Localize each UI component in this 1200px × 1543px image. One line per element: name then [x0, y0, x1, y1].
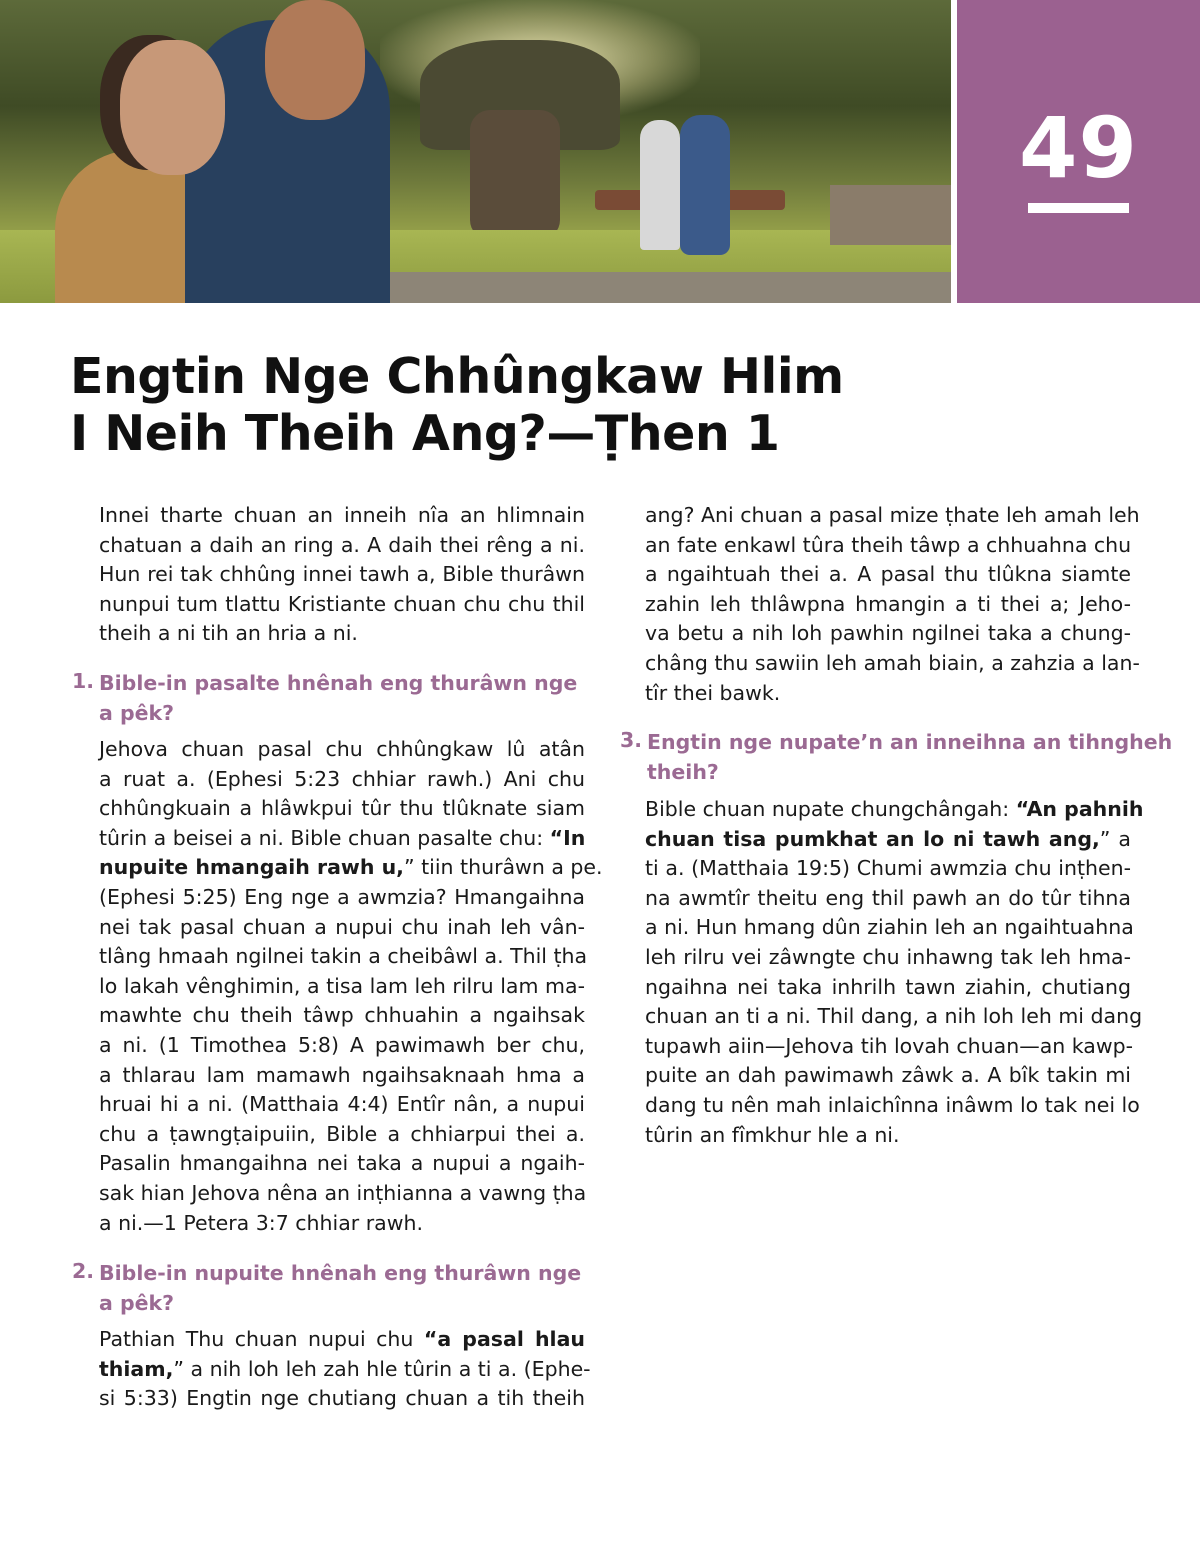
text-segment: na awmtîr theitu eng thil pawh an do tûr tihna: [645, 885, 1131, 910]
text-segment: (Ephesi 5:25) Eng nge a awmzia? Hmangaihna: [99, 884, 585, 909]
text-line: [99, 824, 585, 854]
text-segment: ngaihna nei taka inhrilh tawn ziahin, chutiang: [645, 974, 1131, 999]
text-segment: dang tu nên mah inlaichînna inâwm lo tak nei lo: [645, 1092, 1140, 1117]
question-text-line: theih?: [647, 759, 719, 784]
text-line: [99, 735, 585, 765]
text-segment: nei tak pasal chuan a nupui chu inah leh vân-: [99, 914, 585, 939]
bold-quote: “a pasal hlau: [423, 1327, 585, 1351]
text-line: [645, 913, 1134, 943]
question-text-line: a pêk?: [99, 1290, 175, 1315]
question-number: 3.: [620, 728, 643, 752]
text-line: [645, 590, 1131, 620]
text-segment: a ruat a. (Ephesi 5:23 chhiar rawh.) Ani chu: [99, 766, 585, 791]
text-line: [99, 765, 585, 795]
text-segment: ang? Ani chuan a pasal mize ṭhate leh amah leh: [645, 503, 1140, 527]
text-segment: chhûngkuain a hlâwkpui tûr thu tlûknate siam: [99, 796, 585, 821]
bold-quote: thiam,: [99, 1356, 174, 1381]
text-segment: an fate enkawl tûra theih tâwp a chhuahna chu: [645, 532, 1132, 557]
text-line: [645, 501, 1140, 531]
text-segment: tûrin a beisei a ni. Bible chuan pasalte chu:: [99, 825, 550, 850]
text-segment: ti a. (Matthaia 19:5) Chumi awmzia chu inṭhen-: [645, 856, 1131, 881]
text-line: [645, 1061, 1131, 1091]
text-segment: puite an dah pawimawh zâwk a. A bîk takin mi: [645, 1063, 1131, 1088]
text-segment: Hun rei tak chhûng innei tawh a, Bible thurâwn: [99, 562, 585, 587]
text-line: [99, 972, 585, 1002]
text-segment: si 5:33) Engtin nge chutiang chuan a tih theih: [99, 1386, 585, 1411]
text-segment: a thlarau lam mamawh ngaihsaknaah hma a: [99, 1062, 585, 1087]
text-segment: lo lakah vênghimin, a tisa lam leh rilru lam ma-: [99, 973, 585, 998]
text-segment: hruai hi a ni. (Matthaia 4:4) Entîr nân, a nupui: [99, 1092, 585, 1117]
text-line: [99, 590, 585, 620]
text-line: [99, 531, 585, 561]
bold-quote: “An pahnih: [1015, 797, 1144, 821]
text-segment: Jehova chuan pasal chu chhûngkaw lû atân: [99, 737, 585, 761]
text-segment: Pasalin hmangaihna nei taka a nupui a ngaih-: [99, 1151, 585, 1176]
question-text-line: Bible-in nupuite hnênah eng thurâwn nge: [99, 1261, 582, 1285]
text-segment: ” tiin thurâwn a pe.: [403, 855, 603, 880]
text-segment: a ngaihtuah thei a. A pasal thu tlûkna siamte: [645, 562, 1131, 587]
text-line: [99, 1031, 585, 1061]
text-segment: a ni. Hun hmang dûn ziahin leh an ngaihtuahna: [645, 915, 1134, 940]
text-line: [645, 531, 1131, 561]
text-line: [645, 679, 1131, 709]
text-segment: châng thu sawiin leh amah biain, a zahzia a lan-: [645, 650, 1140, 675]
bold-quote: “In: [549, 825, 586, 850]
text-line: [99, 560, 585, 590]
text-segment: sak hian Jehova nêna an inṭhianna a vawng ṭha: [99, 1180, 587, 1205]
text-line: [645, 1091, 1140, 1121]
text-segment: theih a ni tih an hria a ni.: [99, 621, 358, 646]
chapter-number: 49: [1019, 99, 1138, 197]
text-segment: a ni.—1 Petera 3:7 chhiar rawh.: [99, 1210, 423, 1235]
text-line: [99, 619, 585, 649]
text-line: [99, 1061, 585, 1091]
answer-1-paragraph: [99, 735, 603, 1238]
text-segment: tupawh aiin—Jehova tih lovah chuan—an kawp-: [645, 1033, 1134, 1058]
intro-paragraph: [99, 501, 585, 649]
text-line: [645, 1121, 1131, 1151]
text-segment: zahin leh thlâwpna hmangin a ti thei a; Jeho-: [645, 591, 1131, 616]
text-line: [645, 560, 1131, 590]
question-number: 1.: [72, 669, 95, 693]
text-segment: tûrin an fîmkhur hle a ni.: [645, 1122, 900, 1147]
text-line: [99, 1325, 585, 1355]
text-line: [645, 795, 1144, 825]
text-line: [99, 1001, 585, 1031]
text-segment: ” a: [1099, 826, 1131, 851]
text-line: [645, 1002, 1143, 1032]
question-number: 2.: [72, 1259, 95, 1283]
header-photo-couples-in-park: [0, 0, 951, 303]
chapter-number-badge: [957, 0, 1200, 303]
text-line: [99, 1090, 585, 1120]
page-title-line-1: Engtin Nge Chhûngkaw Hlim: [70, 348, 844, 405]
text-line: [99, 1149, 585, 1179]
text-line: [645, 649, 1140, 679]
page-title-line-2: I Neih Theih Ang?—Ṭhen 1: [70, 405, 780, 462]
chapter-underline: [1028, 203, 1129, 213]
bold-quote: chuan tisa pumkhat an lo ni tawh ang,: [645, 826, 1100, 851]
text-segment: tlâng hmaah ngilnei takin a cheibâwl a. Thil ṭha: [99, 944, 588, 969]
text-line: [645, 619, 1131, 649]
text-segment: va betu a nih loh pawhin ngilnei taka a chung-: [645, 621, 1131, 646]
text-line: [99, 1209, 585, 1239]
text-segment: leh rilru vei zâwngte chu inhawng tak leh hma-: [645, 944, 1131, 969]
question-text-line: Engtin nge nupate’n an inneihna an tihngheh: [647, 730, 1173, 754]
text-line: [99, 1120, 585, 1150]
text-segment: chu a ṭawngṭaipuiin, Bible a chhiarpui thei a.: [99, 1121, 585, 1146]
text-line: [99, 1179, 585, 1209]
text-segment: mawhte chu theih tâwp chhuahin a ngaihsak: [99, 1003, 585, 1028]
text-segment: nunpui tum tlattu Kristiante chuan chu chu thil: [99, 591, 585, 616]
text-segment: Bible chuan nupate chungchângah:: [645, 797, 1016, 821]
text-line: [99, 913, 585, 943]
text-line: [645, 854, 1131, 884]
page-title: [70, 348, 844, 462]
text-line: [645, 973, 1131, 1003]
text-segment: chatuan a daih an ring a. A daih thei rêng a ni.: [99, 532, 585, 557]
question-text-line: a pêk?: [99, 700, 175, 725]
text-line: [645, 825, 1131, 855]
text-line: [99, 1355, 591, 1385]
text-line: [99, 942, 588, 972]
text-segment: tîr thei bawk.: [645, 680, 781, 705]
text-line: [99, 883, 585, 913]
text-line: [645, 1032, 1134, 1062]
answer-2-paragraph-continued: [645, 501, 1140, 708]
text-line: [99, 794, 585, 824]
text-segment: ” a nih loh leh zah hle tûrin a ti a. (Ephe-: [173, 1356, 591, 1381]
text-segment: Pathian Thu chuan nupui chu: [99, 1327, 424, 1351]
text-line: [645, 943, 1131, 973]
answer-2-paragraph: [99, 1325, 591, 1414]
text-line: [99, 1384, 585, 1414]
question-text-line: Bible-in pasalte hnênah eng thurâwn nge: [99, 671, 578, 695]
text-line: [99, 853, 603, 883]
text-segment: chuan an ti a ni. Thil dang, a nih loh leh mi dang: [645, 1004, 1143, 1029]
bold-quote: nupuite hmangaih rawh u,: [99, 855, 404, 880]
text-line: [99, 501, 585, 531]
answer-3-paragraph: [645, 795, 1144, 1150]
text-segment: Innei tharte chuan an inneih nîa an hlimnain: [99, 503, 585, 527]
text-segment: a ni. (1 Timothea 5:8) A pawimawh ber chu,: [99, 1032, 585, 1057]
text-line: [645, 884, 1131, 914]
